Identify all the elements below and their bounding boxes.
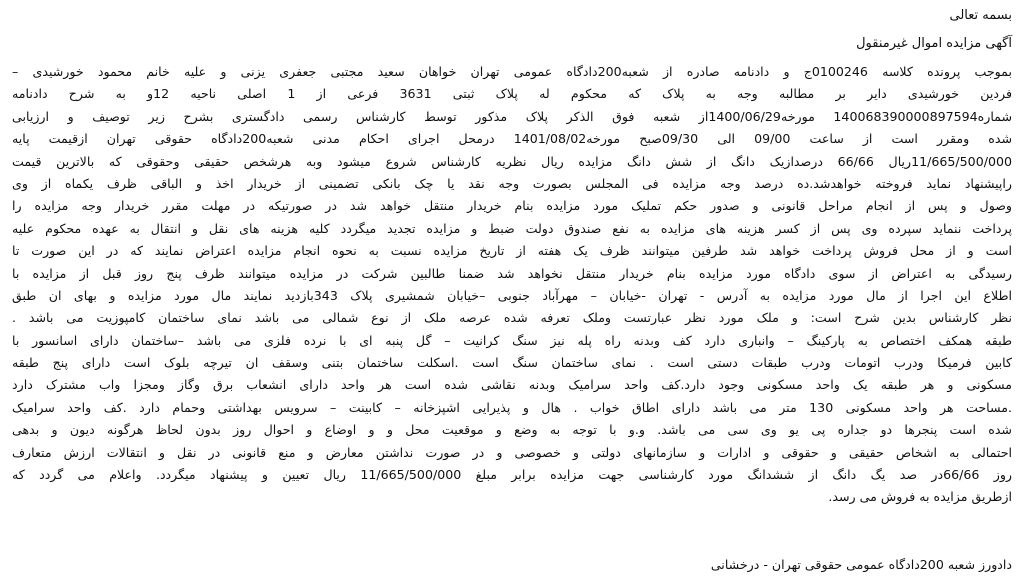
body-line: طبقه همکف اختصاص به پارکینگ – وانباری دارد کف وبدنه راه پله نیز سنگ کرانیت – گل پنبه ای با نرده فلزی می باشد –ساختمان دارای اسانسور با bbox=[12, 332, 1012, 348]
body-line: احتمالی به اشخاص حقیقی و حقوقی و ادارات و سازمانهای دولتی و خصوصی و در صورت نداشتن معارض و منع قانونی در نقل و انتقالات ارزش متعارف bbox=[12, 444, 1012, 460]
body-line: نظر کارشناس بدین شرح است: و ملک مورد نظر عبارتست وملک تعرفه شده عرصه ملک از نوع شمالی می باشد نمای ساختمان کامپوزیت می باشد . bbox=[12, 310, 1012, 326]
opening-invocation: بسمه تعالی bbox=[949, 8, 1012, 23]
signature-line: دادورز شعبه 200دادگاه عمومی حقوقی تهران - درخشانی bbox=[710, 557, 1012, 572]
body-line: راپیشنهاد نماید فروخته خواهدشد.ده درصد وجه مزایده فی المجلس بصورت وجه نقد یا چک بانکی تضمینی از خریدار اخذ و الباقی ظرف یکماه از وی bbox=[12, 175, 1012, 191]
body-line: کابین فرمیکا ودرب اتومات ودرب طبقات دستی است . نمای ساختمان سنگ است .اسکلت ساختمان بتنی وسقف ان تیرچه بلوک است دارای پنج طبقه bbox=[12, 355, 1012, 371]
body-line: 11/665/500/000ریال 66/66 درصدازیک دانگ از شش دانگ مزایده ریال نظریه کارشناس شروع میشود وبه هرشخص حقیقی وحقوقی که بالاترین قیمت bbox=[12, 153, 1012, 169]
body-line: ازطریق مزایده به فروش می رسد. bbox=[828, 489, 1012, 505]
body-line: شماره140068390000897594 مورخه1400/06/29از شعبه فوق الذکر پلاک مذکور توسط کارشناس رسمی دادگستری بشرح زیر توصیف و ارزیابی bbox=[12, 108, 1012, 124]
body-line: پرداخت ننماید سپرده وی پس از کسر هزینه های مزایده به نفع صندوق دولت ضبط و مزایده تجدید میگردد کلیه هزینه های نقل و انتقال به عهده محکوم علیه bbox=[12, 220, 1012, 236]
body-line: فردین خورشیدی دایر بر مطالبه وجه به پلاک که محکوم له پلاک ثبتی 3631 فرعی از 1 اصلی ناحیه 12و به شرح دادنامه bbox=[12, 86, 1012, 102]
notice-title: آگهی مزایده اموال غیرمنقول bbox=[856, 36, 1012, 51]
body-line: .مساحت هر واحد مسکونی 130 متر می باشد دارای اطاق خواب . هال و پذیرایی اشپزخانه – کابینت – سرویس بهداشتی وحمام دارد .کف واحد سرامیک bbox=[12, 399, 1012, 415]
body-line: بموجب پرونده کلاسه 0100246ج و دادنامه صادره از شعبه200دادگاه عمومی تهران خواهان سعید مجتبی جعفری یزنی و علیه خانم محمود خورشیدی – bbox=[12, 64, 1012, 79]
body-line: مسکونی و هر طبقه یک واحد مسکونی وجود دارد.کف واحد سرامیک وبدنه نقاشی شده است هر واحد دارای انشعاب برق وگاز ومجزا واب مشترک دارد bbox=[12, 377, 1012, 393]
body-line: است و از محل فروش پرداخت خواهد شد طرفین میتوانند ظرف یک هفته از تاریخ مزایده نسبت به نحوه انجام مزایده اعتراض نمایند که در این صورت تا bbox=[12, 243, 1012, 259]
body-line: شده ومقرر است از ساعت 09/00 الی 09/30صبح مورخه1401/08/02 درمحل اجرای احکام مدنی شعبه200دادگاه حقوقی تهران ازقیمت پایه bbox=[12, 131, 1012, 147]
body-line: رسیدگی به اعتراض از سوی دادگاه مورد مزایده بنام خریدار منتقل نخواهد شد ضمنا طالبین شرکت در مزایده میتوانند ظرف پنج روز قبل از مزایده با bbox=[12, 265, 1012, 281]
body-line: وصول و پس از انجام مراحل قانونی و صدور حکم تملیک مورد مزایده بنام خریدار منتقل خواهد شد در صورتیکه در مهلت مقرر خریدار وجه مزایده را bbox=[12, 198, 1012, 214]
body-line: شده است پنجرها دو جداره پی یو وی سی می باشد. و.و با توجه به وضع و موقعیت محل و و اوضاع و احوال روز بدون لحاظ هرگونه دیون و بدهی bbox=[12, 422, 1012, 438]
body-line: اطلاع این اجرا از مال مورد مزایده به آدرس - تهران -خیابان – مهرآباد جنوبی –خیابان شمشیری پلاک 343بازدید نمایند مال مورد مزایده و بهای ان طبق bbox=[12, 287, 1012, 303]
body-line: روز 66/66در صد یگ دانگ از ششدانگ مورد کارشناسی جهت مزایده برابر مبلغ 11/665/500/000 ریال تعیین و پیشنهاد میگردد. واعلام می گردد که bbox=[12, 467, 1012, 483]
notice-body bbox=[12, 61, 1012, 509]
